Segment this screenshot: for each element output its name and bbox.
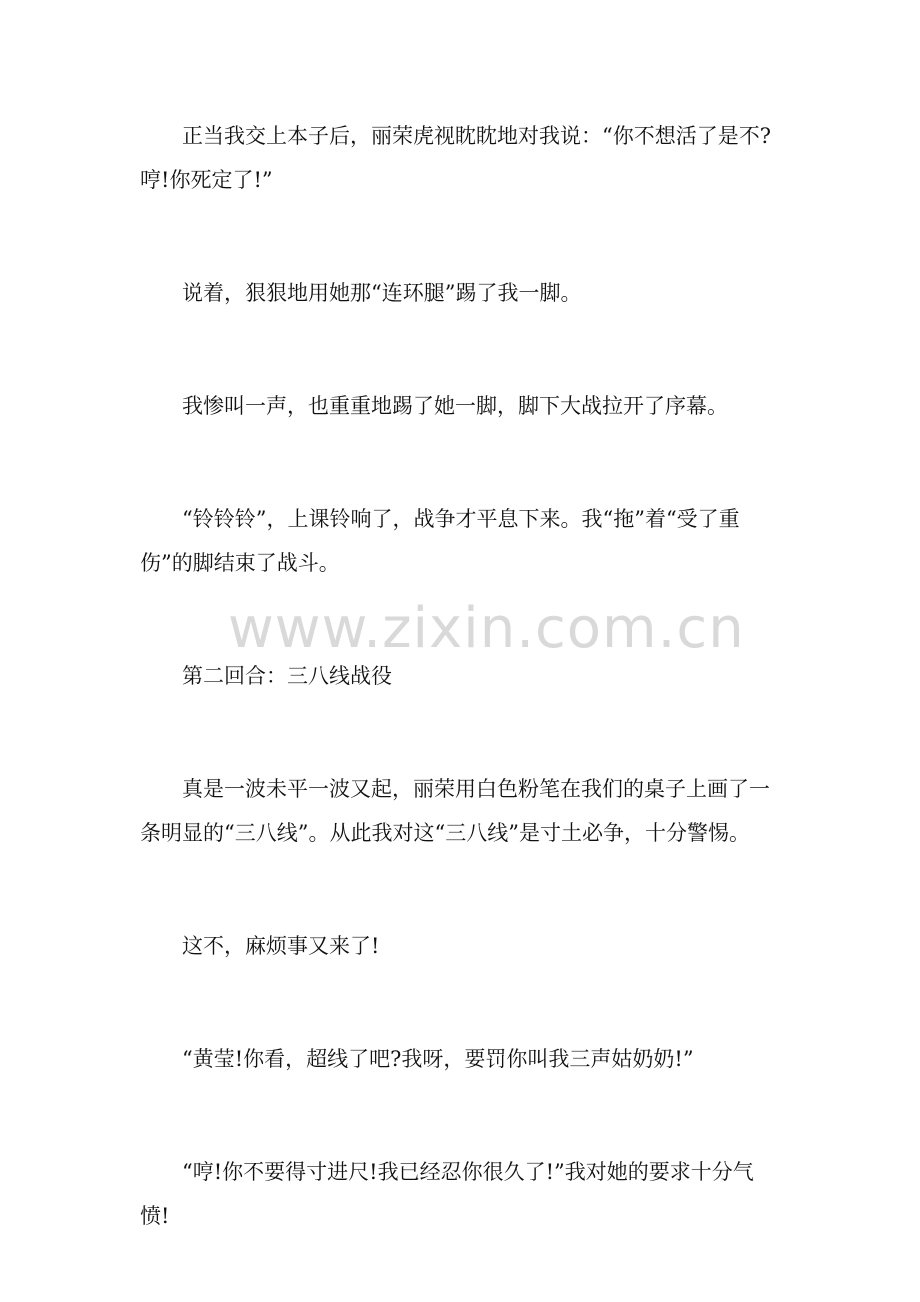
- paragraph-gap: [140, 968, 780, 1037]
- paragraph-6: 这不，麻烦事又来了!: [182, 934, 380, 958]
- section-heading: 第二回合：三八线战役: [182, 664, 392, 688]
- paragraph-gap: [140, 1081, 780, 1150]
- paragraph-gap: [140, 855, 780, 924]
- paragraph-gap: [140, 698, 780, 767]
- paragraph-3: 我惨叫一声，也重重地踢了她一脚，脚下大战拉开了序幕。: [182, 394, 728, 418]
- watermark: www.zixin.com.cn: [228, 596, 745, 661]
- paragraph-1: 正当我交上本子后，丽荣虎视眈眈地对我说：“你不想活了是不?哼!你死定了!”: [140, 124, 771, 192]
- paragraph-gap: [140, 428, 780, 497]
- paragraph-2: 说着，狠狠地用她那“连环腿”踢了我一脚。: [182, 281, 582, 305]
- paragraph-4: “铃铃铃”，上课铃响了，战争才平息下来。我“拖”着“受了重伤”的脚结束了战斗。: [140, 507, 740, 575]
- paragraph-5: 真是一波未平一波又起，丽荣用白色粉笔在我们的桌子上画了一条明显的“三八线”。从此我对这“三八线”是寸土必争，十分警惕。: [140, 777, 770, 845]
- paragraph-7: “黄莹!你看，超线了吧?我呀，要罚你叫我三声姑奶奶!”: [182, 1047, 694, 1071]
- document-body: [140, 114, 780, 1238]
- paragraph-8: “哼!你不要得寸进尺!我已经忍你很久了!”我对她的要求十分气愤!: [140, 1160, 754, 1228]
- paragraph-gap: [140, 202, 780, 271]
- paragraph-gap: [140, 315, 780, 384]
